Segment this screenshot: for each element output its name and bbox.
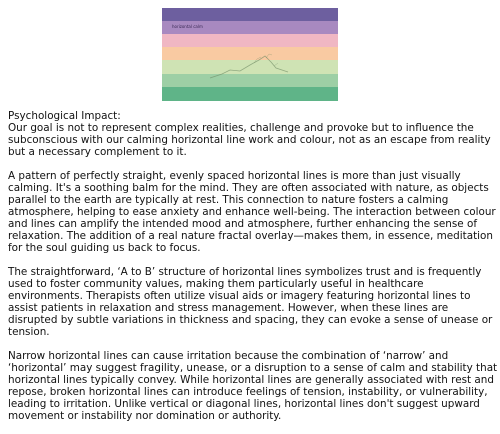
artwork-caption: horizontal calm — [172, 24, 203, 29]
nature-fractal-overlay — [162, 8, 338, 101]
section-heading: Psychological Impact: — [8, 110, 121, 122]
article-paragraph: Our goal is not to represent complex realities, challenge and provoke but to influence the subconscious with our calming horizontal line work and colour, not as an escape from reality but a necessary complement to it. — [8, 122, 491, 158]
striped-artwork-image — [162, 8, 338, 101]
article-paragraph: A pattern of perfectly straight, evenly spaced horizontal lines is more than just visually calming. It's a soothing balm for the mind. They are often associated with nature, as objects parallel to the earth are typically at rest. This connection to nature fosters a calming atmosphere, helping to ease anxiety and enhance well-being. The interaction between colour and lines can amplify the intended mood and atmosphere, further enhancing the sense of relaxation. The addition of a real nature fractal overlay—makes them, in essence, meditation for the soul guiding us back to focus. — [8, 170, 496, 254]
article-paragraph: The straightforward, ‘A to B’ structure of horizontal lines symbolizes trust and is frequently used to foster community values, making them particularly useful in healthcare environments. Therapists often utilize visual aids or imagery featuring horizontal lines to assist patients in relaxation and stress management. However, when these lines are disrupted by subtle variations in thickness and spacing, they can evoke a sense of unease or tension. — [8, 266, 493, 338]
article-paragraph: Narrow horizontal lines can cause irritation because the combination of ‘narrow’ and ‘horizontal’ may suggest fragility, unease, or a disruption to a sense of calm and stability that horizontal lines typically convey. While horizontal lines are generally associated with rest and repose, broken horizontal lines can introduce feelings of tension, instability, or vulnerability, leading to irritation. Unlike vertical or diagonal lines, horizontal lines don't suggest upward movement or instability nor domination or authority. — [8, 350, 498, 422]
article-text — [8, 110, 498, 434]
